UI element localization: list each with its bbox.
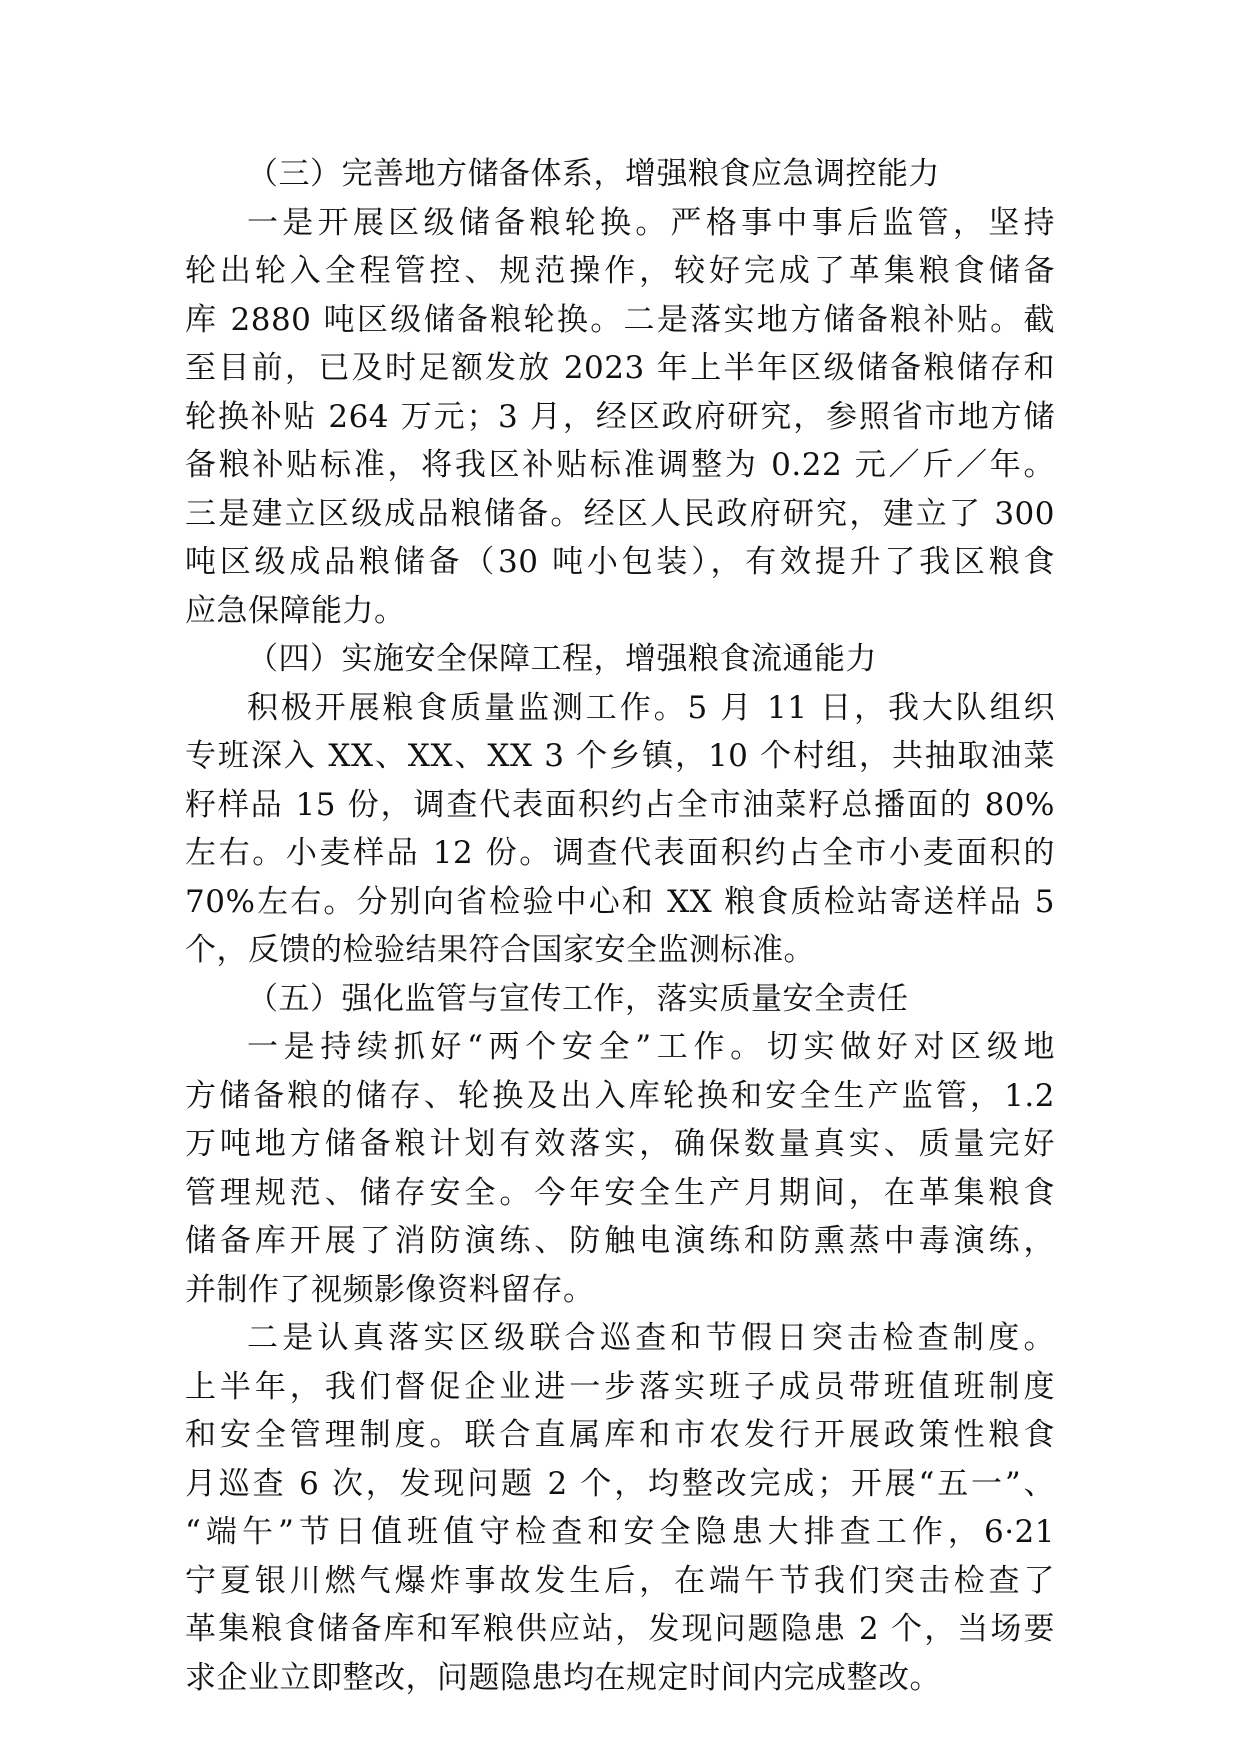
paragraph-line: “端午”节日值班值守检查和安全隐患大排查工作，6·21 [185,1514,1055,1550]
paragraph-line: 和安全管理制度。联合直属库和市农发行开展政策性粮食 [185,1417,1055,1453]
paragraph-line: 上半年，我们督促企业进一步落实班子成员带班值班制度 [185,1368,1055,1405]
paragraph-line: 轮换补贴 264 万元；3 月，经区政府研究，参照省市地方储 [185,398,1055,435]
section-heading-3: （三）完善地方储备体系，增强粮食应急调控能力 [247,156,940,192]
paragraph-line: 轮出轮入全程管控、规范操作，较好完成了革集粮食储备 [185,253,1055,289]
paragraph-line: 至目前，已及时足额发放 2023 年上半年区级储备粮储存和 [185,350,1055,386]
paragraph-line: 一是开展区级储备粮轮换。严格事中事后监管，坚持 [247,204,1055,241]
section-heading-4: （四）实施安全保障工程，增强粮食流通能力 [247,641,877,677]
paragraph-line: 个，反馈的检验结果符合国家安全监测标准。 [185,932,815,968]
section-heading-5: （五）强化监管与宣传工作，落实质量安全责任 [247,980,909,1017]
paragraph-line: 备粮补贴标准，将我区补贴标准调整为 0.22 元／斤／年。 [185,447,1055,483]
paragraph-line: 求企业立即整改，问题隐患均在规定时间内完成整改。 [185,1659,941,1696]
paragraph-line: 二是认真落实区级联合巡查和节假日突击检查制度。 [247,1320,1055,1356]
paragraph-line: 储备库开展了消防演练、防触电演练和防熏蒸中毒演练， [185,1223,1055,1259]
paragraph-line: 籽样品 15 份，调查代表面积约占全市油菜籽总播面的 80% [185,786,1055,823]
paragraph-line: 万吨地方储备粮计划有效落实，确保数量真实、质量完好 [185,1126,1055,1162]
paragraph-line: 左右。小麦样品 12 份。调查代表面积约占全市小麦面积的 [185,835,1055,871]
paragraph-line: 库 2880 吨区级储备粮轮换。二是落实地方储备粮补贴。截 [185,301,1055,338]
paragraph-line: 一是持续抓好“两个安全”工作。切实做好对区级地 [247,1029,1055,1065]
paragraph-line: 70%左右。分别向省检验中心和 XX 粮食质检站寄送样品 5 [185,883,1055,920]
paragraph-line: 方储备粮的储存、轮换及出入库轮换和安全生产监管，1.2 [185,1077,1055,1114]
paragraph-line: 并制作了视频影像资料留存。 [185,1271,595,1308]
paragraph-line: 革集粮食储备库和军粮供应站，发现问题隐患 2 个，当场要 [185,1611,1055,1647]
paragraph-line: 月巡查 6 次，发现问题 2 个，均整改完成；开展“五一”、 [185,1465,1055,1502]
paragraph-line: 积极开展粮食质量监测工作。5 月 11 日，我大队组织 [247,689,1055,726]
paragraph-line: 宁夏银川燃气爆炸事故发生后，在端午节我们突击检查了 [185,1562,1055,1599]
paragraph-line: 吨区级成品粮储备（30 吨小包装），有效提升了我区粮食 [185,544,1055,580]
paragraph-line: 管理规范、储存安全。今年安全生产月期间，在革集粮食 [185,1174,1055,1211]
document-page [185,150,1055,1702]
paragraph-line: 应急保障能力。 [185,592,406,629]
paragraph-line: 专班深入 XX、XX、XX 3 个乡镇，10 个村组，共抽取油菜 [185,738,1055,774]
paragraph-line: 三是建立区级成品粮储备。经区人民政府研究，建立了 300 [185,495,1055,532]
